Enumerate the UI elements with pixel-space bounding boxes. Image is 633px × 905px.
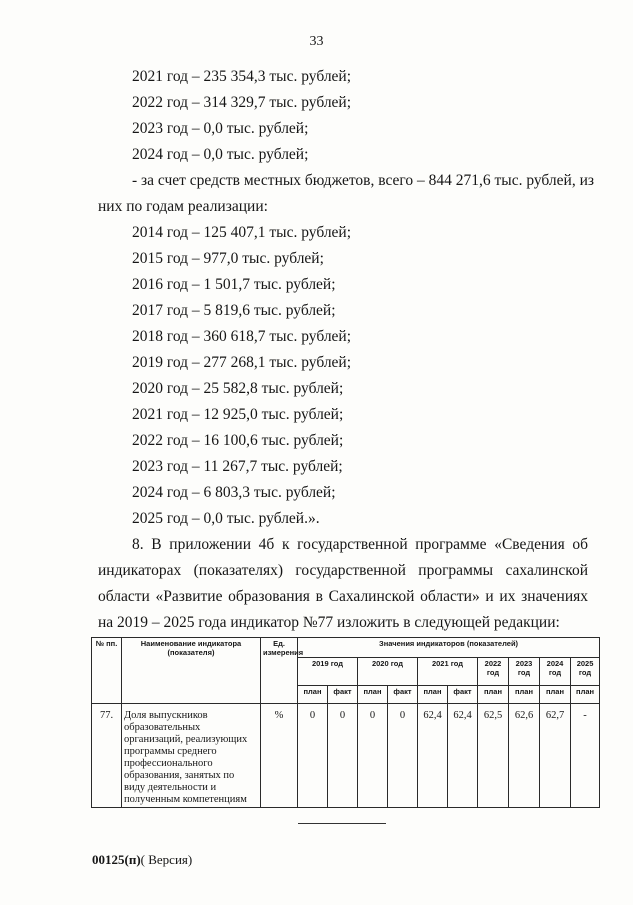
local-line-2015: 2015 год – 977,0 тыс. рублей; <box>132 250 324 267</box>
header-fact-2021: факт <box>448 686 478 704</box>
header-year-2020: 2020 год <box>358 658 418 686</box>
header-unit: Ед. измерения <box>261 638 298 704</box>
local-line-2016: 2016 год – 1 501,7 тыс. рублей; <box>132 276 336 293</box>
local-line-2023: 2023 год – 11 267,7 тыс. рублей; <box>132 458 343 475</box>
footer <box>92 852 192 868</box>
local-line-2018: 2018 год – 360 618,7 тыс. рублей; <box>132 328 352 345</box>
budget-line-2021: 2021 год – 235 354,3 тыс. рублей; <box>132 68 352 85</box>
local-line-2024: 2024 год – 6 803,3 тыс. рублей; <box>132 484 336 501</box>
header-plan-2019: план <box>298 686 328 704</box>
header-year-2021: 2021 год <box>418 658 478 686</box>
local-line-2021: 2021 год – 12 925,0 тыс. рублей; <box>132 406 344 423</box>
row-name: Доля выпускников образовательных организаций, реализующих программы среднего профессионального образования, занятых по виду деятельности и полученным компетенциям <box>122 704 261 808</box>
page-number: 33 <box>309 34 324 49</box>
separator-rule <box>298 823 386 824</box>
value-2022-plan: 62,5 <box>478 704 509 808</box>
value-2019-plan: 0 <box>298 704 328 808</box>
header-year-2019: 2019 год <box>298 658 358 686</box>
value-2021-fact: 62,4 <box>448 704 478 808</box>
value-2019-fact: 0 <box>328 704 358 808</box>
budget-line-2024: 2024 год – 0,0 тыс. рублей; <box>132 146 309 163</box>
header-name: Наименование индикатора (показателя) <box>122 638 261 704</box>
value-2023-plan: 62,6 <box>509 704 540 808</box>
table-row <box>92 704 600 808</box>
local-line-2014: 2014 год – 125 407,1 тыс. рублей; <box>132 224 352 241</box>
header-year-2025: 2025 год <box>571 658 600 686</box>
header-plan-2020: план <box>358 686 388 704</box>
value-2020-fact: 0 <box>388 704 418 808</box>
local-line-2019: 2019 год – 277 268,1 тыс. рублей; <box>132 354 352 371</box>
budget-line-2023: 2023 год – 0,0 тыс. рублей; <box>132 120 309 137</box>
value-2024-plan: 62,7 <box>540 704 571 808</box>
header-fact-2020: факт <box>388 686 418 704</box>
header-num: № пп. <box>92 638 122 704</box>
header-year-2022: 2022 год <box>478 658 509 686</box>
local-line-2022: 2022 год – 16 100,6 тыс. рублей; <box>132 432 344 449</box>
header-year-2023: 2023 год <box>509 658 540 686</box>
header-year-2024: 2024 год <box>540 658 571 686</box>
indicator-table <box>91 637 600 808</box>
local-budget-intro-cont: них по годам реализации: <box>98 198 268 215</box>
header-values: Значения индикаторов (показателей) <box>298 638 600 658</box>
local-line-2025: 2025 год – 0,0 тыс. рублей.». <box>132 510 320 527</box>
header-plan-2024: план <box>540 686 571 704</box>
value-2020-plan: 0 <box>358 704 388 808</box>
footer-code: 00125(п) <box>92 852 141 867</box>
footer-version: ( Версия) <box>140 852 193 867</box>
local-line-2017: 2017 год – 5 819,6 тыс. рублей; <box>132 302 336 319</box>
header-plan-2025: план <box>571 686 600 704</box>
header-plan-2022: план <box>478 686 509 704</box>
paragraph-8 <box>98 532 588 636</box>
value-2021-plan: 62,4 <box>418 704 448 808</box>
header-fact-2019: факт <box>328 686 358 704</box>
header-plan-2021: план <box>418 686 448 704</box>
header-plan-2023: план <box>509 686 540 704</box>
row-num: 77. <box>92 704 122 808</box>
row-unit: % <box>261 704 298 808</box>
value-2025-plan: - <box>571 704 600 808</box>
local-budget-intro: - за счет средств местных бюджетов, всего – 844 271,6 тыс. рублей, из <box>132 172 595 189</box>
budget-line-2022: 2022 год – 314 329,7 тыс. рублей; <box>132 94 352 111</box>
paragraph-8-text: 8. В приложении 4б к государственной программе «Сведения об индикаторах (показателях) государственной программы сахалинской области «Развитие образования в Сахалинской области» и их значениях на 2019 – 2025 года индикатор №77 изложить в следующей редакции: <box>98 536 588 631</box>
local-line-2020: 2020 год – 25 582,8 тыс. рублей; <box>132 380 344 397</box>
